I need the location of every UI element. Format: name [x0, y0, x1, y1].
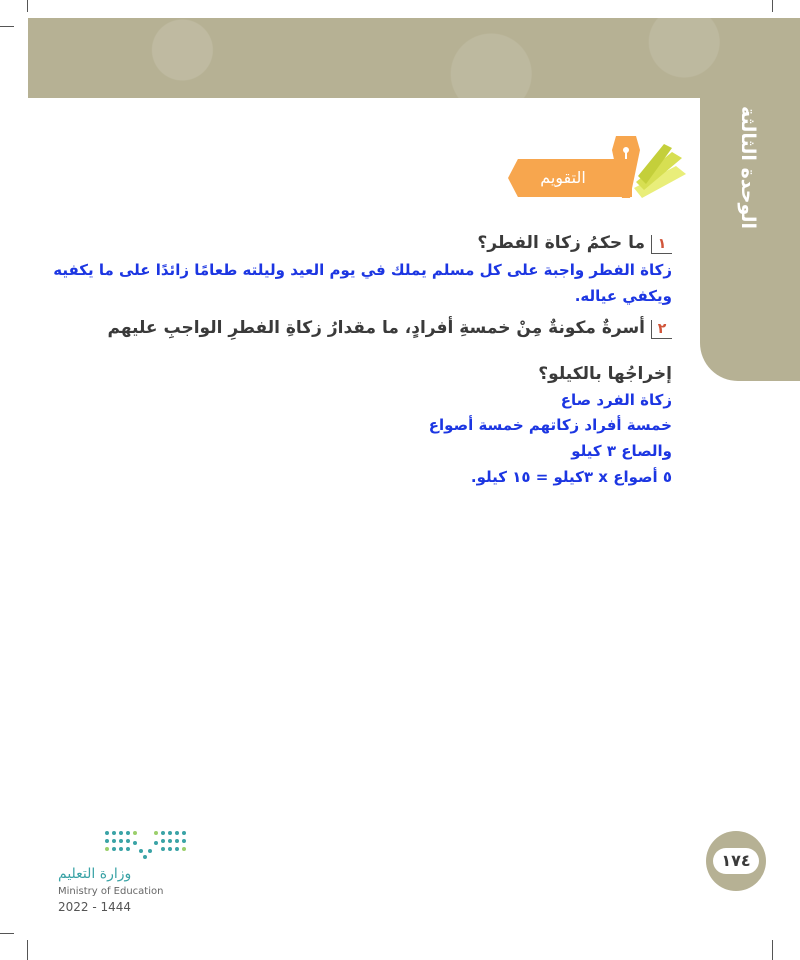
answer-1-line-1: زكاة الفطر واجبة على كل مسلم يملك في يوم العيد وليلته طعامًا زائدًا على ما يكفيه [53, 261, 672, 279]
ministry-name-arabic: وزارة التعليم [58, 866, 132, 882]
answer-1-line-2: ويكفي عياله. [574, 287, 672, 305]
question-text: ما حكمُ زكاة الفطر؟ [477, 233, 645, 253]
unit-title: الوحدة الثالثة [737, 106, 759, 230]
question-1 [477, 233, 672, 254]
answer-2-line-3: والصاع ٣ كيلو [571, 442, 672, 460]
question-2-line-2: إخراجُها بالكيلو؟ [538, 364, 672, 384]
crop-mark [772, 0, 773, 12]
page-number: ١٧٤ [713, 848, 759, 874]
answer-2-line-1: زكاة الفرد صاع [560, 391, 672, 409]
header-band [28, 18, 800, 98]
crop-mark [0, 26, 14, 27]
section-label: التقويم [540, 168, 586, 187]
crop-mark [0, 933, 14, 934]
question-text: أسرةٌ مكونةٌ مِنْ خمسةِ أفرادٍ، ما مقدارُ زكاةِ الفطرِ الواجبِ عليهم [107, 318, 645, 338]
crop-mark [772, 940, 773, 960]
ministry-logo-icon [103, 827, 191, 861]
question-2 [108, 318, 673, 339]
edition-year: 2022 - 1444 [58, 900, 132, 914]
crop-mark [27, 0, 28, 12]
question-number: ١ [651, 235, 672, 254]
answer-2-line-4: ٥ أصواع x ٣كيلو = ١٥ كيلو. [470, 468, 672, 486]
crop-mark [27, 940, 28, 960]
ministry-name-english: Ministry of Education [58, 886, 164, 897]
question-number: ٢ [651, 320, 672, 339]
answer-2-line-2: خمسة أفراد زكاتهم خمسة أصواع [428, 416, 672, 434]
